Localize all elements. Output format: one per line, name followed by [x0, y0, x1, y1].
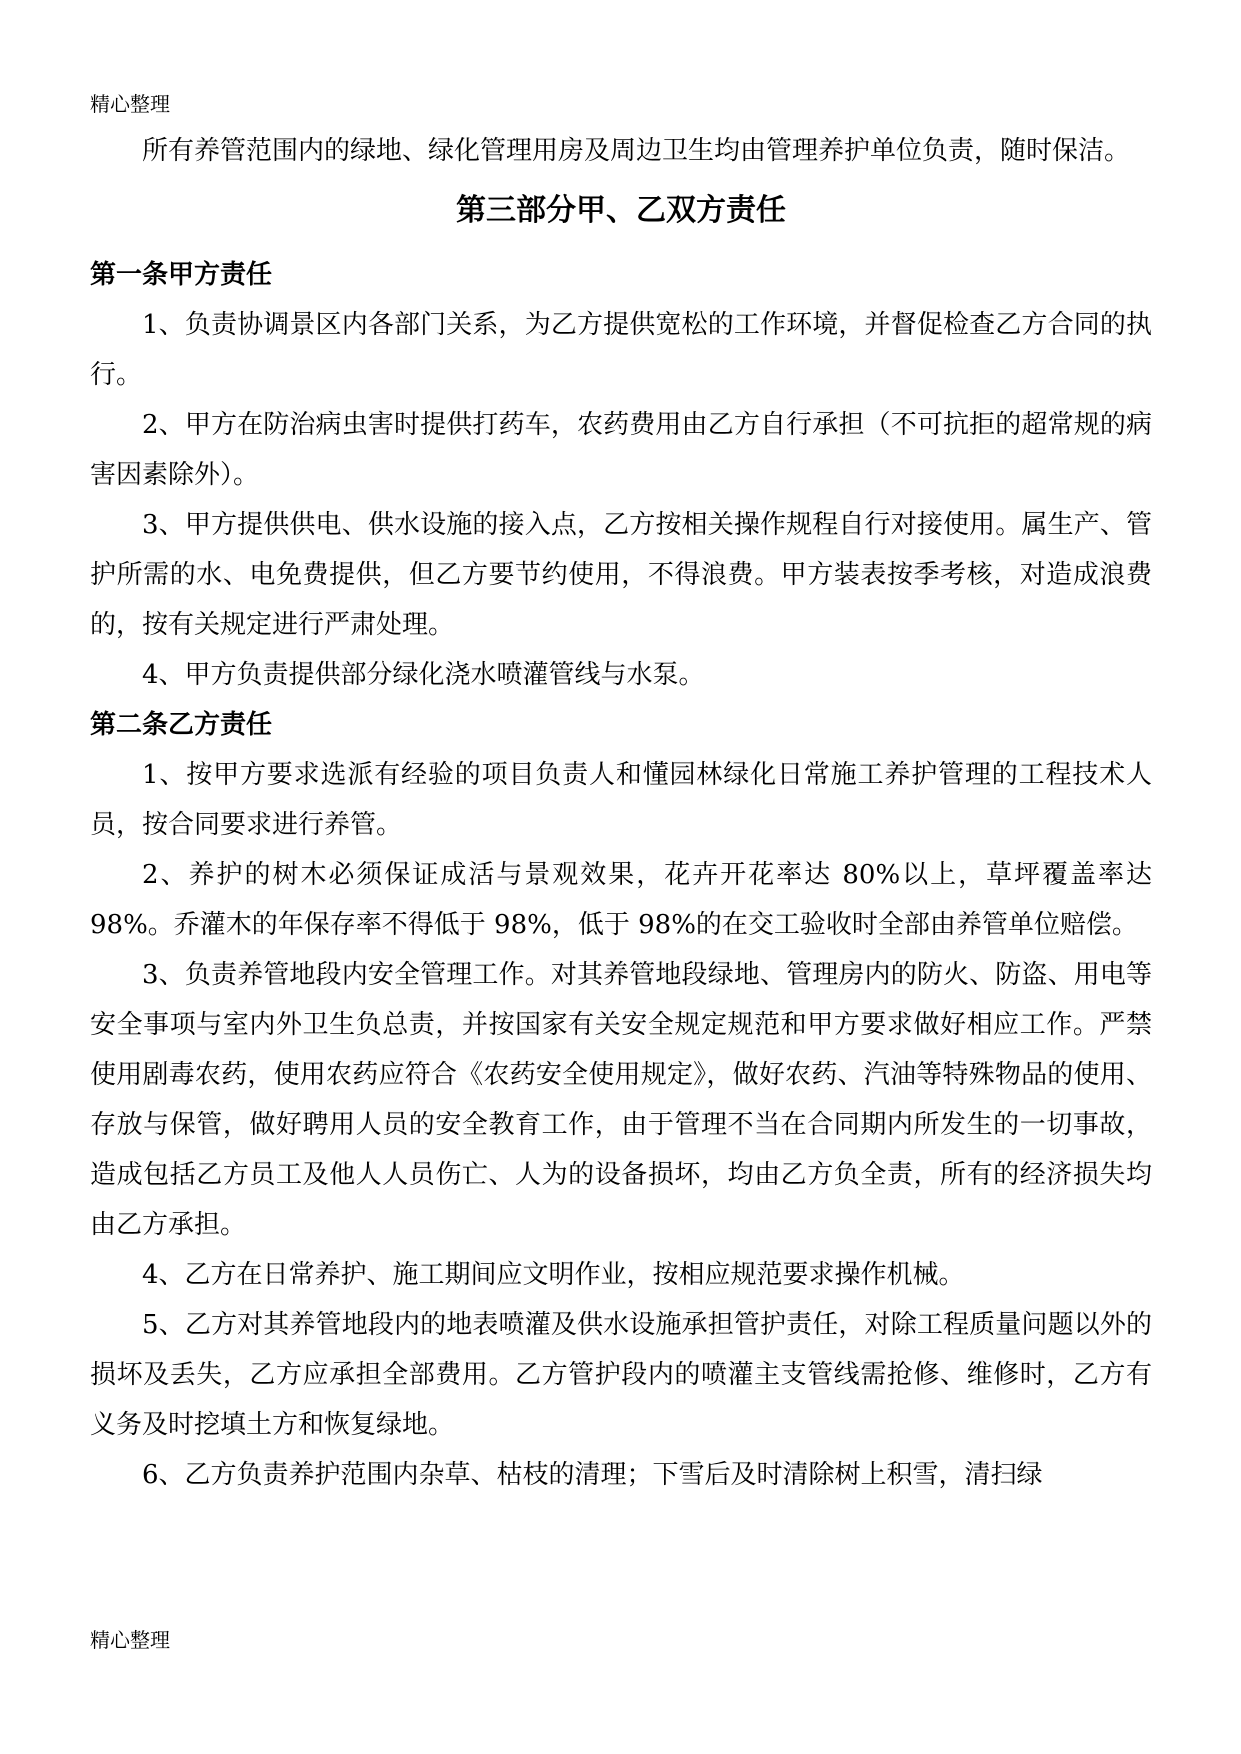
article-2-item: 6、乙方负责养护范围内杂草、枯枝的清理；下雪后及时清除树上积雪，清扫绿: [142, 1460, 1043, 1490]
article-1-item: 2、甲方在防治病虫害时提供打药车，农药费用由乙方自行承担（不可抗拒的超常规的病害因素除外）。: [90, 410, 1152, 490]
article-1-item: 4、甲方负责提供部分绿化浇水喷灌管线与水泵。: [142, 660, 705, 690]
article-2-item: 4、乙方在日常养护、施工期间应文明作业，按相应规范要求操作机械。: [142, 1260, 965, 1290]
article-1-heading: 第一条甲方责任: [90, 260, 273, 290]
article-1-item: 1、负责协调景区内各部门关系，为乙方提供宽松的工作环境，并督促检查乙方合同的执行。: [90, 310, 1152, 390]
page-footer: 精心整理: [90, 1628, 170, 1652]
article-2-item: 3、负责养管地段内安全管理工作。对其养管地段绿地、管理房内的防火、防盗、用电等安全事项与室内外卫生负总责，并按国家有关安全规定规范和甲方要求做好相应工作。严禁使用剧毒农药，使用农药应符合《农药安全使用规定》，做好农药、汽油等特殊物品的使用、存放与保管，做好聘用人员的安全教育工作，由于管理不当在合同期内所发生的一切事故，造成包括乙方员工及他人人员伤亡、人为的设备损坏，均由乙方负全责，所有的经济损失均由乙方承担。: [90, 960, 1152, 1240]
article-2-item: 1、按甲方要求选派有经验的项目负责人和懂园林绿化日常施工养护管理的工程技术人员，按合同要求进行养管。: [90, 760, 1152, 840]
article-2-heading: 第二条乙方责任: [90, 710, 273, 740]
page-header: 精心整理: [90, 92, 170, 116]
document-body: [90, 126, 1152, 1500]
article-2-item: 5、乙方对其养管地段内的地表喷灌及供水设施承担管护责任，对除工程质量问题以外的损坏及丢失，乙方应承担全部费用。乙方管护段内的喷灌主支管线需抢修、维修时，乙方有义务及时挖填土方和恢复绿地。: [90, 1310, 1152, 1440]
part-title: 第三部分甲、乙双方责任: [456, 193, 786, 228]
article-2-item: 2、养护的树木必须保证成活与景观效果，花卉开花率达 80%以上，草坪覆盖率达 98%。乔灌木的年保存率不得低于 98%，低于 98%的在交工验收时全部由养管单位赔偿。: [90, 860, 1152, 940]
intro-paragraph: 所有养管范围内的绿地、绿化管理用房及周边卫生均由管理养护单位负责，随时保洁。: [142, 136, 1131, 166]
article-1-item: 3、甲方提供供电、供水设施的接入点，乙方按相关操作规程自行对接使用。属生产、管护所需的水、电免费提供，但乙方要节约使用，不得浪费。甲方装表按季考核，对造成浪费的，按有关规定进行严肃处理。: [90, 510, 1152, 640]
